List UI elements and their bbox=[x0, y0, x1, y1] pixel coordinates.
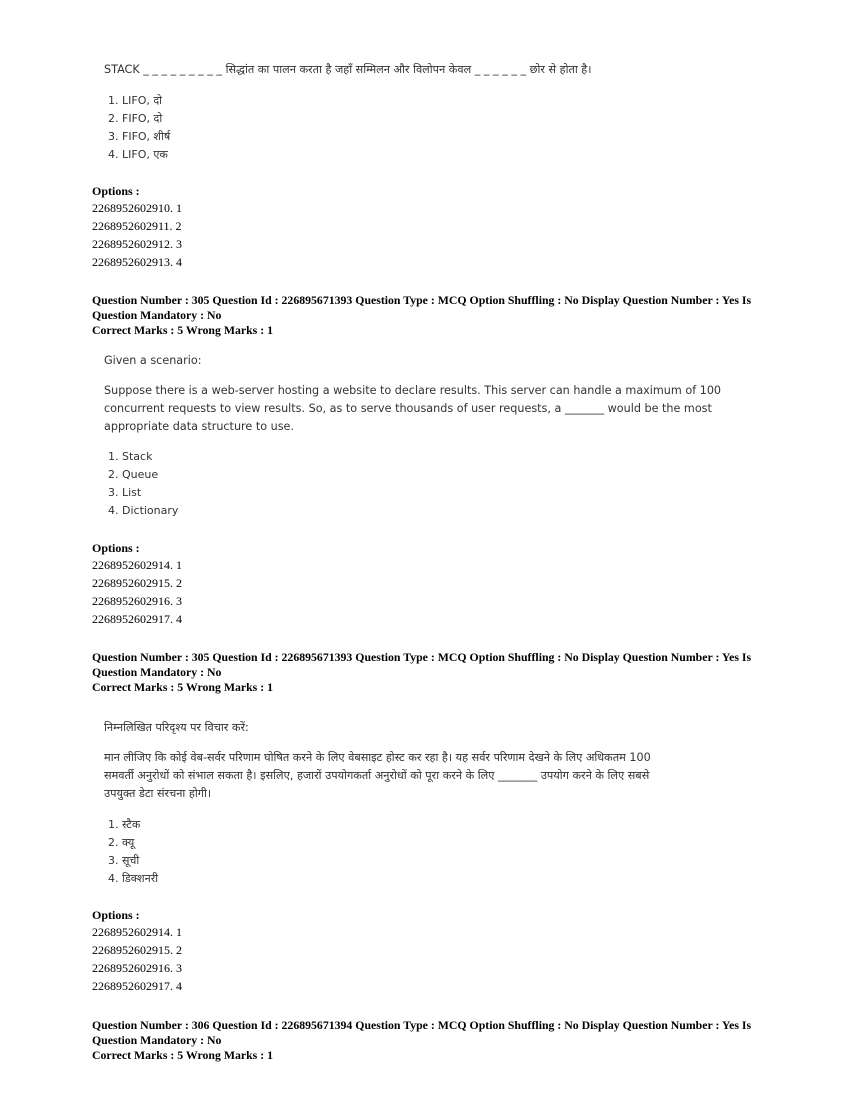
question-intro: Given a scenario: bbox=[104, 354, 202, 367]
question-text bbox=[104, 719, 249, 737]
options-title: Options : bbox=[92, 541, 140, 555]
question-body-line: उपयुक्त डेटा संरचना होगी। bbox=[104, 787, 212, 800]
options-list bbox=[92, 199, 182, 271]
question-body-line: Suppose there is a web-server hosting a website to declare results. This server can handle a maximum of 100 bbox=[104, 384, 722, 397]
question-header bbox=[92, 293, 782, 338]
options-title: Options : bbox=[92, 908, 140, 922]
choice-item: 1. स्टैक bbox=[108, 818, 141, 831]
question-body bbox=[104, 382, 721, 436]
option-item: 2268952602916. 3 bbox=[92, 594, 182, 608]
option-item: 2268952602914. 1 bbox=[92, 925, 182, 939]
question-line: STACK _ _ _ _ _ _ _ _ _ सिद्धांत का पालन करता है जहाँ सम्मिलन और विलोपन केवल _ _ _ _ _ _ छोर से होता है। bbox=[104, 63, 592, 76]
option-item: 2268952602914. 1 bbox=[92, 558, 182, 572]
choice-item: 3. FIFO, शीर्ष bbox=[108, 130, 171, 143]
question-text bbox=[104, 61, 591, 79]
option-item: 2268952602915. 2 bbox=[92, 943, 182, 957]
question-body-line: concurrent requests to view results. So, as to serve thousands of user requests, a _______ would be the most bbox=[104, 402, 712, 415]
choice-item: 2. Queue bbox=[108, 468, 159, 481]
option-item: 2268952602912. 3 bbox=[92, 237, 182, 251]
question-text bbox=[104, 352, 201, 370]
options-list bbox=[92, 923, 182, 995]
question-body bbox=[104, 749, 651, 803]
question-meta: Question Number : 306 Question Id : 226895671394 Question Type : MCQ Option Shuffling : No Display Question Number : Yes Is Question Mandatory : No bbox=[92, 1018, 752, 1047]
choice-item: 3. सूची bbox=[108, 854, 140, 867]
choice-item: 4. Dictionary bbox=[108, 504, 179, 517]
option-item: 2268952602910. 1 bbox=[92, 201, 182, 215]
question-body-line: समवर्ती अनुरोधों को संभाल सकता है। इसलिए, हजारों उपयोगकर्ता अनुरोधों को पूरा करने के लिए _______ उपयोग करने के लिए सबसे bbox=[104, 769, 650, 782]
question-meta: Question Number : 305 Question Id : 226895671393 Question Type : MCQ Option Shuffling : No Display Question Number : Yes Is Question Mandatory : No bbox=[92, 293, 752, 322]
answer-choices bbox=[108, 92, 170, 164]
option-item: 2268952602911. 2 bbox=[92, 219, 182, 233]
answer-choices bbox=[108, 448, 178, 520]
options-title: Options : bbox=[92, 184, 140, 198]
choice-item: 3. List bbox=[108, 486, 142, 499]
question-header bbox=[92, 1018, 782, 1063]
option-item: 2268952602916. 3 bbox=[92, 961, 182, 975]
question-meta: Question Number : 305 Question Id : 226895671393 Question Type : MCQ Option Shuffling : No Display Question Number : Yes Is Question Mandatory : No bbox=[92, 650, 752, 679]
option-item: 2268952602913. 4 bbox=[92, 255, 182, 269]
question-marks: Correct Marks : 5 Wrong Marks : 1 bbox=[92, 680, 273, 694]
choice-item: 1. LIFO, दो bbox=[108, 94, 163, 107]
question-body-line: मान लीजिए कि कोई वेब-सर्वर परिणाम घोषित करने के लिए वेबसाइट होस्ट कर रहा है। यह सर्वर परिणाम देखने के लिए अधिकतम 100 bbox=[104, 751, 651, 764]
option-item: 2268952602917. 4 bbox=[92, 979, 182, 993]
question-intro: निम्नलिखित परिदृश्य पर विचार करें: bbox=[104, 721, 249, 734]
choice-item: 2. FIFO, दो bbox=[108, 112, 163, 125]
choice-item: 4. LIFO, एक bbox=[108, 148, 168, 161]
choice-item: 1. Stack bbox=[108, 450, 153, 463]
answer-choices bbox=[108, 816, 158, 888]
question-body-line: appropriate data structure to use. bbox=[104, 420, 294, 433]
question-header bbox=[92, 650, 782, 695]
choice-item: 4. डिक्शनरी bbox=[108, 872, 159, 885]
choice-item: 2. क्यू bbox=[108, 836, 135, 849]
options-list bbox=[92, 556, 182, 628]
option-item: 2268952602915. 2 bbox=[92, 576, 182, 590]
question-marks: Correct Marks : 5 Wrong Marks : 1 bbox=[92, 323, 273, 337]
option-item: 2268952602917. 4 bbox=[92, 612, 182, 626]
question-marks: Correct Marks : 5 Wrong Marks : 1 bbox=[92, 1048, 273, 1062]
